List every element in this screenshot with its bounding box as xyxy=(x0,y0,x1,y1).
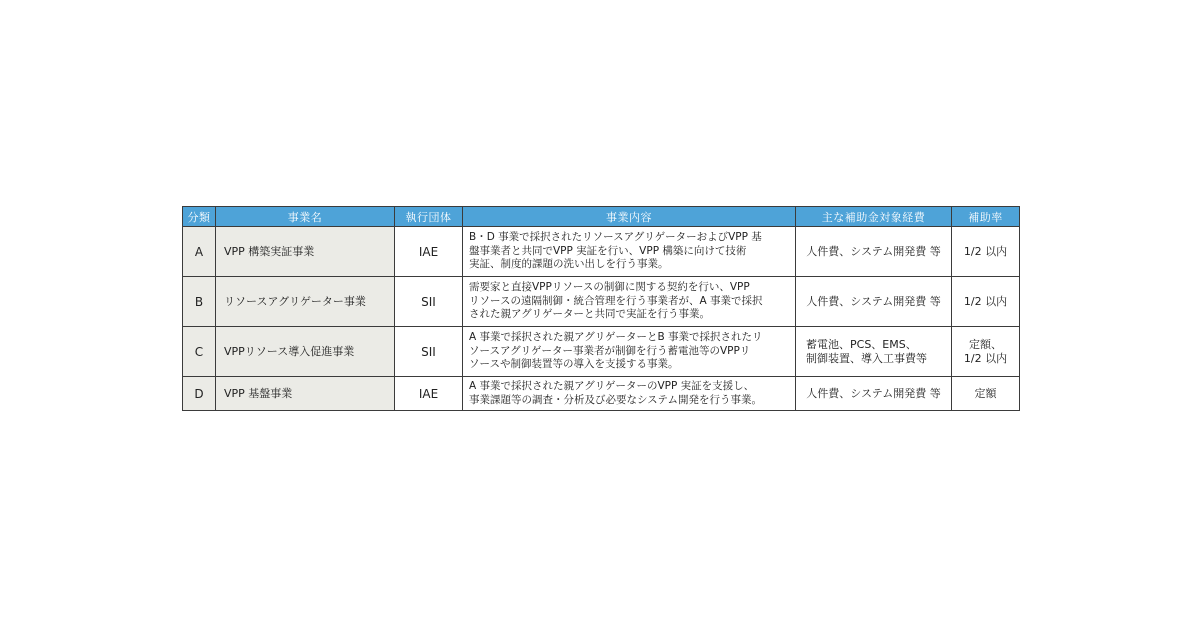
row-project-name: VPPリソース導入促進事業 xyxy=(216,327,395,377)
cost-line: 人件費、システム開発費 等 xyxy=(806,386,941,400)
rate-line: 定額 xyxy=(974,386,997,400)
table-row xyxy=(183,227,1020,277)
content-line: ソースアグリゲーター事業者が制御を行う蓄電池等のVPPリ xyxy=(469,344,751,357)
table-row xyxy=(183,277,1020,327)
row-subsidy-rate xyxy=(952,277,1020,327)
row-eligible-costs xyxy=(796,227,952,277)
rate-line: 1/2 以内 xyxy=(963,244,1008,258)
table-header-row xyxy=(183,207,1020,227)
row-project-content xyxy=(463,227,796,277)
row-eligible-costs xyxy=(796,377,952,411)
content-line: B・D 事業で採択されたリソースアグリゲーターおよびVPP 基 xyxy=(469,231,762,244)
row-subsidy-rate xyxy=(952,227,1020,277)
cost-line: 蓄電池、PCS、EMS、 xyxy=(806,337,917,351)
row-subsidy-rate xyxy=(952,327,1020,377)
content-line: リソースの遠隔制御・統合管理を行う事業者が、A 事業で採択 xyxy=(469,294,763,307)
header-project-name: 事業名 xyxy=(216,207,395,227)
subsidy-program-table-container xyxy=(182,206,1019,411)
row-project-name: リソースアグリゲーター事業 xyxy=(216,277,395,327)
row-executing-org: IAE xyxy=(395,377,463,411)
content-line: された親アグリゲーターと共同で実証を行う事業。 xyxy=(469,308,710,321)
cost-line: 人件費、システム開発費 等 xyxy=(806,244,941,258)
row-category: B xyxy=(183,277,216,327)
row-category: A xyxy=(183,227,216,277)
row-eligible-costs xyxy=(796,277,952,327)
header-project-content: 事業内容 xyxy=(463,207,796,227)
header-executing-org: 執行団体 xyxy=(395,207,463,227)
row-project-content xyxy=(463,327,796,377)
rate-line: 1/2 以内 xyxy=(963,351,1008,365)
row-category: C xyxy=(183,327,216,377)
row-executing-org: SII xyxy=(395,277,463,327)
header-eligible-costs: 主な補助金対象経費 xyxy=(796,207,952,227)
header-subsidy-rate: 補助率 xyxy=(952,207,1020,227)
row-eligible-costs xyxy=(796,327,952,377)
row-project-name: VPP 構築実証事業 xyxy=(216,227,395,277)
row-subsidy-rate xyxy=(952,377,1020,411)
cost-line: 人件費、システム開発費 等 xyxy=(806,294,941,308)
header-category: 分類 xyxy=(183,207,216,227)
rate-line: 1/2 以内 xyxy=(963,294,1008,308)
cost-line: 制御装置、導入工事費等 xyxy=(806,351,927,365)
row-executing-org: IAE xyxy=(395,227,463,277)
rate-line: 定額、 xyxy=(969,337,1002,351)
subsidy-program-table xyxy=(182,206,1020,411)
content-line: A 事業で採択された親アグリゲーターとB 事業で採択されたリ xyxy=(469,331,763,344)
content-line: 盤事業者と共同でVPP 実証を行い、VPP 構築に向けて技術 xyxy=(469,244,747,257)
row-project-content xyxy=(463,377,796,411)
table-row xyxy=(183,377,1020,411)
table-row xyxy=(183,327,1020,377)
row-category: D xyxy=(183,377,216,411)
row-project-content xyxy=(463,277,796,327)
content-line: 需要家と直接VPPリソースの制御に関する契約を行い、VPP xyxy=(469,281,750,294)
row-executing-org: SII xyxy=(395,327,463,377)
content-line: ソースや制御装置等の導入を支援する事業。 xyxy=(469,358,679,371)
row-project-name: VPP 基盤事業 xyxy=(216,377,395,411)
content-line: 事業課題等の調査・分析及び必要なシステム開発を行う事業。 xyxy=(469,393,762,406)
content-line: A 事業で採択された親アグリゲーターのVPP 実証を支援し、 xyxy=(469,380,755,392)
content-line: 実証、制度的課題の洗い出しを行う事業。 xyxy=(469,258,669,271)
